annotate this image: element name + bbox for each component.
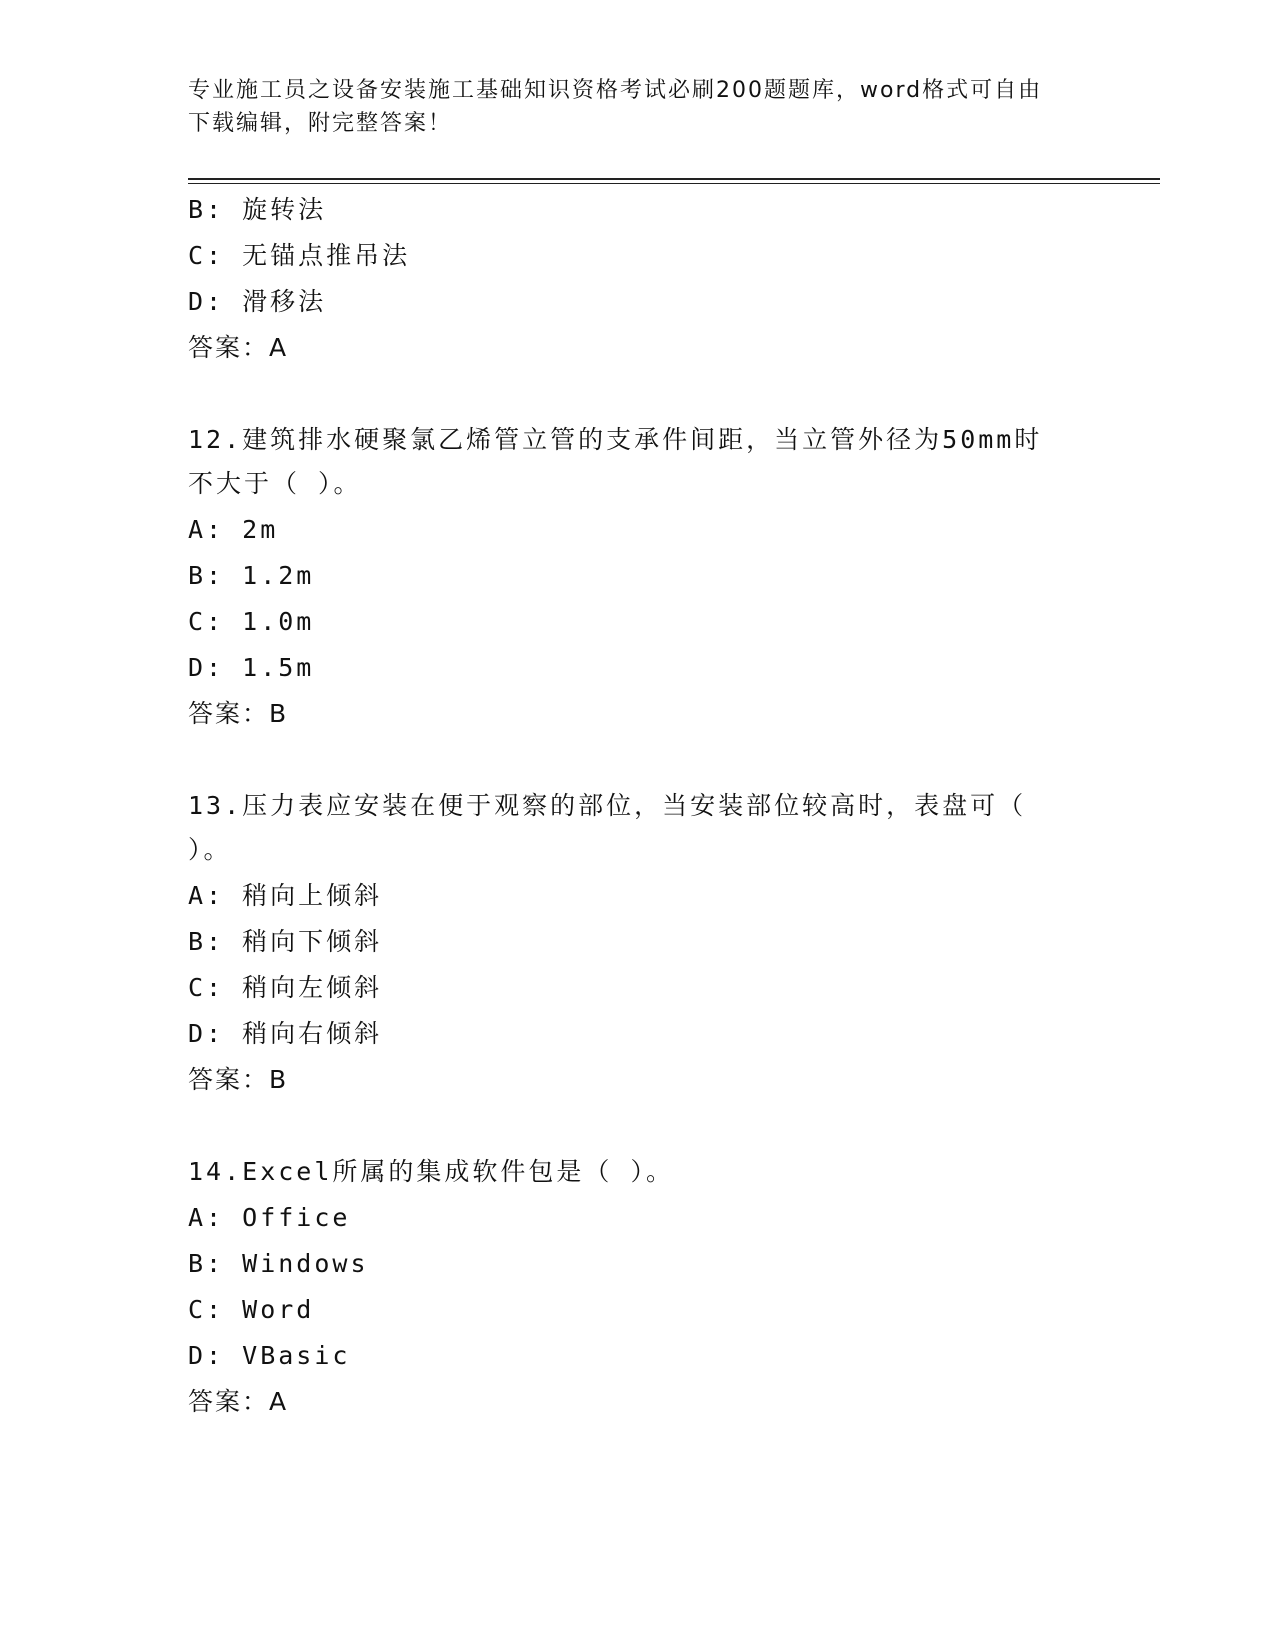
- header-line-1: 专业施工员之设备安装施工基础知识资格考试必刷200题题库，word格式可自由: [188, 78, 1043, 103]
- q12-option-a: A: 2m: [188, 515, 279, 544]
- q11-option-b: B: 旋转法: [188, 195, 327, 224]
- q14-option-d: D: VBasic: [188, 1341, 351, 1370]
- q14-stem-line-1: 14.Excel所属的集成软件包是（ ）。: [188, 1157, 674, 1186]
- q12-stem-line-1: 12.建筑排水硬聚氯乙烯管立管的支承件间距，当立管外径为50mm时: [188, 425, 1043, 454]
- q11-option-c: C: 无锚点推吊法: [188, 241, 411, 270]
- q13-answer: 答案：B: [188, 1065, 289, 1094]
- q14-option-c: C: Word: [188, 1295, 315, 1324]
- q12-stem-line-2: 不大于（ ）。: [188, 469, 362, 498]
- document-header: [188, 74, 1088, 140]
- q12-option-c: C: 1.0m: [188, 607, 315, 636]
- q13-option-c: C: 稍向左倾斜: [188, 973, 383, 1002]
- header-divider-thin: [188, 183, 1160, 184]
- q11-answer: 答案：A: [188, 333, 289, 362]
- q14-option-b: B: Windows: [188, 1249, 369, 1278]
- q11-option-d: D: 滑移法: [188, 287, 327, 316]
- q12-answer: 答案：B: [188, 699, 289, 728]
- q12-option-d: D: 1.5m: [188, 653, 315, 682]
- q13-stem-line-1: 13.压力表应安装在便于观察的部位，当安装部位较高时，表盘可（: [188, 791, 1027, 820]
- q13-stem-line-2: ）。: [188, 835, 232, 864]
- header-line-2: 下载编辑，附完整答案！: [188, 111, 453, 136]
- q12-option-b: B: 1.2m: [188, 561, 315, 590]
- q14-option-a: A: Office: [188, 1203, 351, 1232]
- header-divider-thick: [188, 178, 1160, 180]
- q13-option-d: D: 稍向右倾斜: [188, 1019, 383, 1048]
- q13-option-a: A: 稍向上倾斜: [188, 881, 383, 910]
- q14-answer: 答案：A: [188, 1387, 289, 1416]
- q13-option-b: B: 稍向下倾斜: [188, 927, 383, 956]
